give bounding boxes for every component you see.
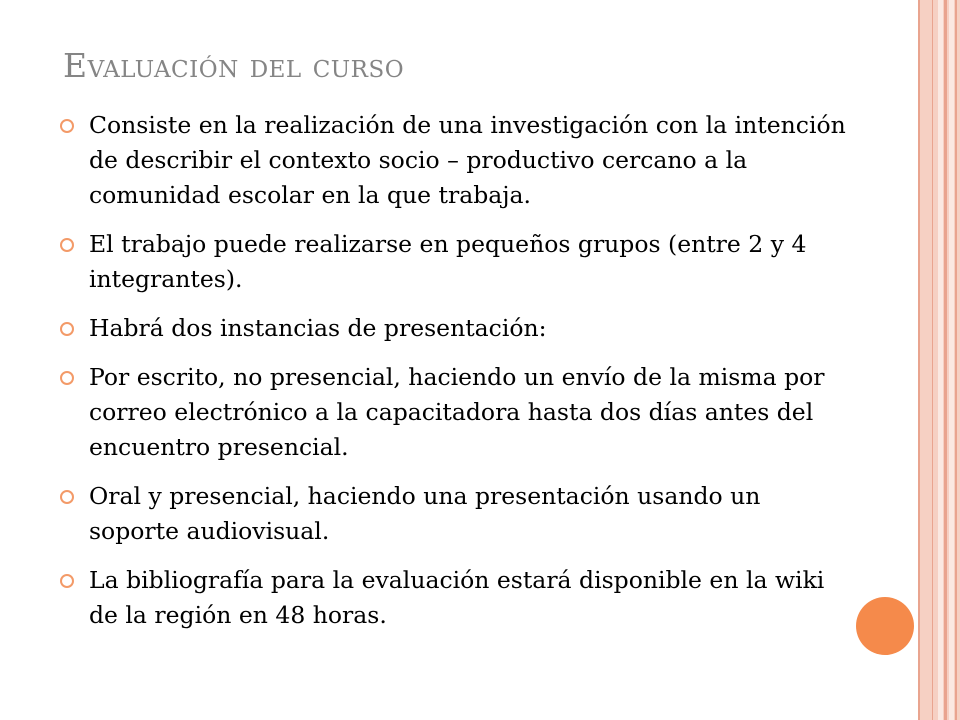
circle-outline-bullet-icon [60,238,74,252]
bullet-text: Oral y presencial, haciendo una presentación usando un soporte audiovisual. [89,482,761,545]
side-band-stripe [918,0,920,720]
side-band-stripe [938,0,943,720]
side-band-stripe [955,0,957,720]
slide-title: Evaluación del curso [63,46,405,85]
circle-outline-bullet-icon [60,371,74,385]
bullet-item [60,227,850,297]
bullet-text: Por escrito, no presencial, haciendo un envío de la misma por correo electrónico a la capacitadora hasta dos días antes del encuentro presencial. [89,363,825,461]
circle-outline-bullet-icon [60,322,74,336]
side-band-stripe [949,0,954,720]
circle-outline-bullet-icon [60,490,74,504]
bullet-text: El trabajo puede realizarse en pequeños grupos (entre 2 y 4 integrantes). [89,230,807,293]
bullet-text: Habrá dos instancias de presentación: [89,314,547,342]
bullet-item [60,311,850,346]
bullet-list [60,108,850,647]
bullet-item [60,479,850,549]
orange-circle-decoration [856,597,914,655]
bullet-item [60,108,850,213]
bullet-item [60,563,850,633]
bullet-text: La bibliografía para la evaluación estará disponible en la wiki de la región en 48 horas. [89,566,825,629]
side-band-stripe [932,0,933,720]
circle-outline-bullet-icon [60,574,74,588]
bullet-item [60,360,850,465]
circle-outline-bullet-icon [60,119,74,133]
bullet-text: Consiste en la realización de una investigación con la intención de describir el contexto socio – productivo cercano a la comunidad escolar en la que trabaja. [89,111,846,209]
side-band-stripe [944,0,947,720]
